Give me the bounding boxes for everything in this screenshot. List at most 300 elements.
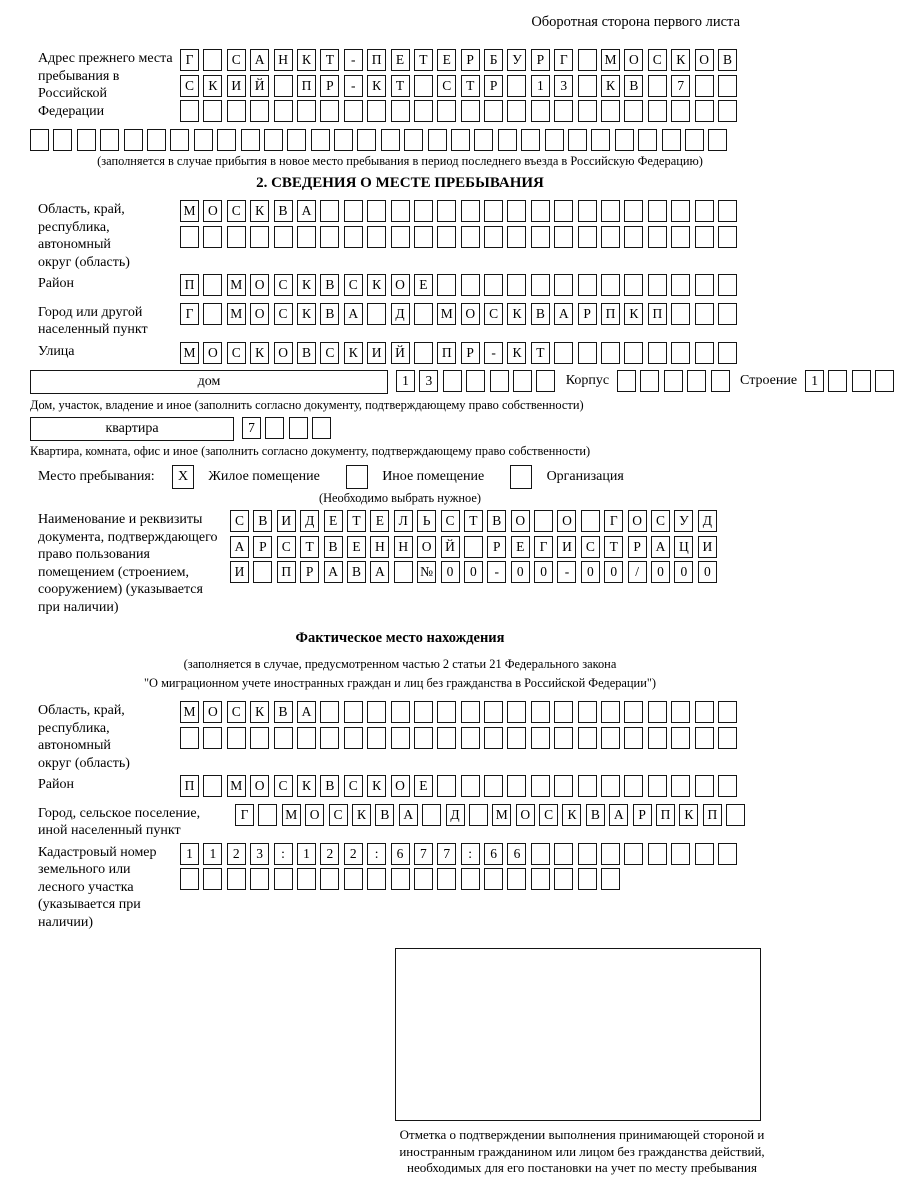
char-box[interactable] bbox=[624, 274, 643, 296]
char-box[interactable]: Е bbox=[414, 274, 433, 296]
char-box[interactable] bbox=[726, 804, 745, 826]
char-box[interactable]: С bbox=[581, 536, 600, 558]
char-box[interactable] bbox=[53, 129, 72, 151]
char-box[interactable] bbox=[264, 129, 283, 151]
char-box[interactable] bbox=[671, 100, 690, 122]
char-box[interactable] bbox=[578, 727, 597, 749]
char-box[interactable]: М bbox=[227, 303, 246, 325]
char-box[interactable]: К bbox=[507, 342, 526, 364]
char-box[interactable]: 0 bbox=[511, 561, 530, 583]
char-box[interactable]: П bbox=[648, 303, 667, 325]
char-box[interactable] bbox=[203, 727, 222, 749]
char-box[interactable] bbox=[344, 200, 363, 222]
char-box[interactable]: К bbox=[562, 804, 581, 826]
char-box[interactable] bbox=[147, 129, 166, 151]
char-box[interactable] bbox=[297, 868, 316, 890]
char-box[interactable] bbox=[203, 775, 222, 797]
char-box[interactable] bbox=[203, 49, 222, 71]
char-box[interactable]: 2 bbox=[320, 843, 339, 865]
char-box[interactable]: 0 bbox=[604, 561, 623, 583]
char-box[interactable]: М bbox=[282, 804, 301, 826]
char-box[interactable]: Й bbox=[391, 342, 410, 364]
char-box[interactable] bbox=[414, 342, 433, 364]
char-box[interactable]: Г bbox=[554, 49, 573, 71]
char-box[interactable]: А bbox=[554, 303, 573, 325]
char-box[interactable] bbox=[461, 226, 480, 248]
char-box[interactable] bbox=[498, 129, 517, 151]
char-box[interactable] bbox=[367, 226, 386, 248]
char-box[interactable] bbox=[624, 775, 643, 797]
char-box[interactable] bbox=[531, 868, 550, 890]
char-box[interactable]: О bbox=[250, 303, 269, 325]
char-box[interactable] bbox=[578, 274, 597, 296]
char-box[interactable]: О bbox=[695, 49, 714, 71]
char-box[interactable] bbox=[443, 370, 462, 392]
char-box[interactable]: И bbox=[277, 510, 296, 532]
char-box[interactable]: С bbox=[484, 303, 503, 325]
char-box[interactable] bbox=[274, 75, 293, 97]
char-box[interactable] bbox=[695, 274, 714, 296]
char-box[interactable] bbox=[484, 200, 503, 222]
char-box[interactable]: Н bbox=[370, 536, 389, 558]
char-box[interactable] bbox=[718, 200, 737, 222]
char-box[interactable]: Р bbox=[578, 303, 597, 325]
char-box[interactable]: О bbox=[624, 49, 643, 71]
char-box[interactable] bbox=[671, 303, 690, 325]
char-box[interactable]: В bbox=[320, 775, 339, 797]
char-box[interactable] bbox=[648, 775, 667, 797]
char-box[interactable] bbox=[414, 75, 433, 97]
char-box[interactable] bbox=[241, 129, 260, 151]
char-box[interactable]: М bbox=[180, 701, 199, 723]
char-box[interactable] bbox=[250, 868, 269, 890]
char-box[interactable] bbox=[554, 843, 573, 865]
char-box[interactable]: С bbox=[648, 49, 667, 71]
char-box[interactable] bbox=[461, 868, 480, 890]
char-box[interactable] bbox=[227, 100, 246, 122]
char-box[interactable]: В bbox=[320, 274, 339, 296]
char-box[interactable] bbox=[507, 727, 526, 749]
char-box[interactable] bbox=[531, 843, 550, 865]
char-box[interactable]: К bbox=[297, 303, 316, 325]
char-box[interactable] bbox=[391, 727, 410, 749]
char-box[interactable] bbox=[648, 274, 667, 296]
char-box[interactable] bbox=[695, 775, 714, 797]
char-box[interactable]: С bbox=[227, 49, 246, 71]
char-box[interactable] bbox=[274, 226, 293, 248]
char-box[interactable]: О bbox=[250, 274, 269, 296]
char-box[interactable] bbox=[437, 701, 456, 723]
char-box[interactable] bbox=[648, 342, 667, 364]
char-box[interactable]: П bbox=[601, 303, 620, 325]
char-box[interactable] bbox=[507, 274, 526, 296]
char-box[interactable] bbox=[180, 727, 199, 749]
char-box[interactable] bbox=[320, 100, 339, 122]
char-box[interactable]: 6 bbox=[507, 843, 526, 865]
char-box[interactable]: 0 bbox=[464, 561, 483, 583]
char-box[interactable]: Р bbox=[531, 49, 550, 71]
char-box[interactable] bbox=[578, 868, 597, 890]
char-box[interactable]: С bbox=[344, 274, 363, 296]
char-box[interactable]: М bbox=[437, 303, 456, 325]
char-box[interactable]: - bbox=[484, 342, 503, 364]
char-box[interactable]: Г bbox=[604, 510, 623, 532]
char-box[interactable] bbox=[601, 727, 620, 749]
char-box[interactable]: В bbox=[274, 701, 293, 723]
char-box[interactable] bbox=[320, 226, 339, 248]
char-box[interactable] bbox=[578, 49, 597, 71]
char-box[interactable] bbox=[624, 701, 643, 723]
char-box[interactable] bbox=[578, 843, 597, 865]
char-box[interactable] bbox=[404, 129, 423, 151]
char-box[interactable]: Г bbox=[180, 303, 199, 325]
char-box[interactable] bbox=[297, 100, 316, 122]
char-box[interactable] bbox=[437, 226, 456, 248]
char-box[interactable]: М bbox=[180, 342, 199, 364]
char-box[interactable]: О bbox=[250, 775, 269, 797]
char-box[interactable] bbox=[194, 129, 213, 151]
char-box[interactable] bbox=[554, 342, 573, 364]
char-box[interactable]: К bbox=[601, 75, 620, 97]
char-box[interactable]: В bbox=[324, 536, 343, 558]
char-box[interactable]: Е bbox=[391, 49, 410, 71]
char-box[interactable]: А bbox=[344, 303, 363, 325]
char-box[interactable]: Т bbox=[347, 510, 366, 532]
char-box[interactable]: О bbox=[511, 510, 530, 532]
char-box[interactable]: Р bbox=[320, 75, 339, 97]
char-box[interactable] bbox=[507, 75, 526, 97]
char-box[interactable] bbox=[394, 561, 413, 583]
char-box[interactable] bbox=[507, 200, 526, 222]
char-box[interactable]: А bbox=[297, 200, 316, 222]
char-box[interactable]: У bbox=[507, 49, 526, 71]
char-box[interactable]: А bbox=[370, 561, 389, 583]
char-box[interactable] bbox=[568, 129, 587, 151]
char-box[interactable] bbox=[180, 226, 199, 248]
char-box[interactable]: К bbox=[297, 49, 316, 71]
char-box[interactable] bbox=[601, 226, 620, 248]
char-box[interactable] bbox=[695, 200, 714, 222]
char-box[interactable]: Е bbox=[324, 510, 343, 532]
char-box[interactable] bbox=[344, 701, 363, 723]
char-box[interactable]: 6 bbox=[391, 843, 410, 865]
char-box[interactable]: К bbox=[507, 303, 526, 325]
char-box[interactable] bbox=[227, 727, 246, 749]
char-box[interactable]: О bbox=[461, 303, 480, 325]
char-box[interactable]: Р bbox=[253, 536, 272, 558]
char-box[interactable]: Т bbox=[414, 49, 433, 71]
char-box[interactable] bbox=[828, 370, 847, 392]
char-box[interactable]: С bbox=[180, 75, 199, 97]
char-box[interactable]: 2 bbox=[344, 843, 363, 865]
char-box[interactable]: С bbox=[274, 775, 293, 797]
char-box[interactable]: - bbox=[344, 49, 363, 71]
char-box[interactable] bbox=[624, 843, 643, 865]
char-box[interactable] bbox=[507, 701, 526, 723]
char-box[interactable]: X bbox=[172, 465, 194, 489]
char-box[interactable]: К bbox=[203, 75, 222, 97]
char-box[interactable]: С bbox=[344, 775, 363, 797]
char-box[interactable]: О bbox=[391, 274, 410, 296]
char-box[interactable]: К bbox=[671, 49, 690, 71]
char-box[interactable] bbox=[718, 274, 737, 296]
char-box[interactable] bbox=[648, 75, 667, 97]
char-box[interactable]: М bbox=[227, 775, 246, 797]
char-box[interactable] bbox=[695, 727, 714, 749]
char-box[interactable]: Р bbox=[633, 804, 652, 826]
char-box[interactable] bbox=[624, 200, 643, 222]
char-box[interactable]: К bbox=[297, 274, 316, 296]
char-box[interactable] bbox=[484, 701, 503, 723]
char-box[interactable] bbox=[428, 129, 447, 151]
char-box[interactable]: О bbox=[516, 804, 535, 826]
char-box[interactable] bbox=[648, 727, 667, 749]
char-box[interactable]: А bbox=[297, 701, 316, 723]
char-box[interactable] bbox=[875, 370, 894, 392]
char-box[interactable] bbox=[344, 868, 363, 890]
char-box[interactable] bbox=[708, 129, 727, 151]
char-box[interactable]: С bbox=[227, 701, 246, 723]
char-box[interactable] bbox=[671, 342, 690, 364]
char-box[interactable] bbox=[320, 868, 339, 890]
char-box[interactable] bbox=[367, 303, 386, 325]
char-box[interactable] bbox=[381, 129, 400, 151]
char-box[interactable]: О bbox=[557, 510, 576, 532]
char-box[interactable] bbox=[601, 868, 620, 890]
char-box[interactable]: Г bbox=[235, 804, 254, 826]
char-box[interactable] bbox=[624, 342, 643, 364]
char-box[interactable]: В bbox=[487, 510, 506, 532]
char-box[interactable]: П bbox=[703, 804, 722, 826]
char-box[interactable]: Е bbox=[414, 775, 433, 797]
char-box[interactable]: К bbox=[297, 775, 316, 797]
char-box[interactable] bbox=[554, 226, 573, 248]
char-box[interactable] bbox=[414, 226, 433, 248]
char-box[interactable] bbox=[640, 370, 659, 392]
char-box[interactable] bbox=[469, 804, 488, 826]
char-box[interactable] bbox=[507, 775, 526, 797]
char-box[interactable] bbox=[227, 868, 246, 890]
char-box[interactable] bbox=[391, 100, 410, 122]
char-box[interactable] bbox=[531, 701, 550, 723]
char-box[interactable]: П bbox=[180, 775, 199, 797]
char-box[interactable] bbox=[265, 417, 284, 439]
char-box[interactable] bbox=[274, 727, 293, 749]
char-box[interactable]: 1 bbox=[203, 843, 222, 865]
char-box[interactable]: Д bbox=[446, 804, 465, 826]
char-box[interactable] bbox=[624, 100, 643, 122]
char-box[interactable] bbox=[624, 226, 643, 248]
char-box[interactable]: М bbox=[492, 804, 511, 826]
kvartira-label-box[interactable] bbox=[30, 417, 234, 441]
char-box[interactable] bbox=[414, 868, 433, 890]
char-box[interactable]: Е bbox=[370, 510, 389, 532]
char-box[interactable]: Т bbox=[300, 536, 319, 558]
char-box[interactable] bbox=[274, 100, 293, 122]
char-box[interactable]: Г bbox=[534, 536, 553, 558]
char-box[interactable] bbox=[554, 200, 573, 222]
char-box[interactable]: Ь bbox=[417, 510, 436, 532]
char-box[interactable] bbox=[250, 100, 269, 122]
char-box[interactable] bbox=[464, 536, 483, 558]
char-box[interactable]: Т bbox=[320, 49, 339, 71]
char-box[interactable] bbox=[536, 370, 555, 392]
char-box[interactable] bbox=[852, 370, 871, 392]
char-box[interactable] bbox=[180, 868, 199, 890]
char-box[interactable] bbox=[531, 727, 550, 749]
char-box[interactable] bbox=[170, 129, 189, 151]
char-box[interactable]: К bbox=[250, 200, 269, 222]
char-box[interactable] bbox=[662, 129, 681, 151]
char-box[interactable] bbox=[671, 274, 690, 296]
char-box[interactable]: Р bbox=[628, 536, 647, 558]
char-box[interactable] bbox=[227, 226, 246, 248]
char-box[interactable] bbox=[554, 100, 573, 122]
char-box[interactable]: - bbox=[557, 561, 576, 583]
char-box[interactable]: С bbox=[227, 200, 246, 222]
char-box[interactable]: С bbox=[274, 274, 293, 296]
char-box[interactable] bbox=[554, 727, 573, 749]
char-box[interactable]: Т bbox=[531, 342, 550, 364]
char-box[interactable] bbox=[664, 370, 683, 392]
char-box[interactable]: 3 bbox=[554, 75, 573, 97]
char-box[interactable]: И bbox=[230, 561, 249, 583]
char-box[interactable] bbox=[320, 200, 339, 222]
char-box[interactable]: Л bbox=[394, 510, 413, 532]
char-box[interactable] bbox=[638, 129, 657, 151]
char-box[interactable]: Т bbox=[464, 510, 483, 532]
char-box[interactable] bbox=[578, 100, 597, 122]
char-box[interactable] bbox=[346, 465, 368, 489]
char-box[interactable]: 1 bbox=[297, 843, 316, 865]
char-box[interactable] bbox=[507, 100, 526, 122]
char-box[interactable] bbox=[474, 129, 493, 151]
char-box[interactable] bbox=[545, 129, 564, 151]
char-box[interactable] bbox=[367, 200, 386, 222]
char-box[interactable]: Й bbox=[441, 536, 460, 558]
char-box[interactable] bbox=[718, 75, 737, 97]
char-box[interactable]: В bbox=[347, 561, 366, 583]
char-box[interactable] bbox=[414, 727, 433, 749]
char-box[interactable] bbox=[320, 727, 339, 749]
char-box[interactable]: С bbox=[227, 342, 246, 364]
char-box[interactable]: В bbox=[253, 510, 272, 532]
char-box[interactable] bbox=[671, 775, 690, 797]
char-box[interactable]: О bbox=[203, 701, 222, 723]
char-box[interactable] bbox=[554, 868, 573, 890]
char-box[interactable] bbox=[414, 701, 433, 723]
char-box[interactable] bbox=[578, 701, 597, 723]
char-box[interactable]: 0 bbox=[698, 561, 717, 583]
char-box[interactable] bbox=[671, 843, 690, 865]
char-box[interactable] bbox=[414, 100, 433, 122]
char-box[interactable]: К bbox=[367, 274, 386, 296]
char-box[interactable]: Е bbox=[511, 536, 530, 558]
char-box[interactable]: Е bbox=[347, 536, 366, 558]
char-box[interactable]: К bbox=[679, 804, 698, 826]
char-box[interactable]: С bbox=[329, 804, 348, 826]
char-box[interactable]: С bbox=[651, 510, 670, 532]
char-box[interactable] bbox=[601, 701, 620, 723]
char-box[interactable]: 2 bbox=[227, 843, 246, 865]
char-box[interactable] bbox=[274, 868, 293, 890]
char-box[interactable] bbox=[695, 342, 714, 364]
char-box[interactable]: К bbox=[344, 342, 363, 364]
char-box[interactable] bbox=[648, 843, 667, 865]
checkbox-organizatsiya[interactable] bbox=[510, 465, 536, 489]
char-box[interactable]: : bbox=[367, 843, 386, 865]
char-box[interactable] bbox=[711, 370, 730, 392]
char-box[interactable] bbox=[391, 226, 410, 248]
char-box[interactable] bbox=[461, 701, 480, 723]
char-box[interactable] bbox=[510, 465, 532, 489]
char-box[interactable] bbox=[250, 727, 269, 749]
char-box[interactable]: Т bbox=[391, 75, 410, 97]
char-box[interactable]: П bbox=[656, 804, 675, 826]
char-box[interactable]: - bbox=[487, 561, 506, 583]
char-box[interactable] bbox=[531, 226, 550, 248]
char-box[interactable]: С bbox=[437, 75, 456, 97]
char-box[interactable] bbox=[617, 370, 636, 392]
char-box[interactable] bbox=[461, 775, 480, 797]
char-box[interactable] bbox=[451, 129, 470, 151]
char-box[interactable] bbox=[297, 226, 316, 248]
char-box[interactable] bbox=[718, 843, 737, 865]
char-box[interactable] bbox=[437, 727, 456, 749]
char-box[interactable]: 1 bbox=[180, 843, 199, 865]
char-box[interactable] bbox=[718, 701, 737, 723]
char-box[interactable] bbox=[671, 226, 690, 248]
char-box[interactable] bbox=[437, 200, 456, 222]
char-box[interactable] bbox=[484, 274, 503, 296]
char-box[interactable]: О bbox=[417, 536, 436, 558]
char-box[interactable]: 7 bbox=[414, 843, 433, 865]
char-box[interactable] bbox=[521, 129, 540, 151]
char-box[interactable] bbox=[554, 775, 573, 797]
char-box[interactable]: Т bbox=[604, 536, 623, 558]
char-box[interactable] bbox=[554, 274, 573, 296]
char-box[interactable] bbox=[718, 775, 737, 797]
char-box[interactable] bbox=[484, 226, 503, 248]
char-box[interactable] bbox=[490, 370, 509, 392]
char-box[interactable] bbox=[437, 274, 456, 296]
char-box[interactable]: Д bbox=[391, 303, 410, 325]
char-box[interactable]: Р bbox=[300, 561, 319, 583]
char-box[interactable]: Р bbox=[461, 49, 480, 71]
char-box[interactable] bbox=[591, 129, 610, 151]
char-box[interactable]: А bbox=[250, 49, 269, 71]
char-box[interactable]: 1 bbox=[805, 370, 824, 392]
char-box[interactable] bbox=[180, 100, 199, 122]
char-box[interactable]: М bbox=[227, 274, 246, 296]
char-box[interactable] bbox=[648, 200, 667, 222]
char-box[interactable] bbox=[718, 342, 737, 364]
char-box[interactable]: 0 bbox=[534, 561, 553, 583]
char-box[interactable] bbox=[718, 303, 737, 325]
char-box[interactable]: : bbox=[274, 843, 293, 865]
char-box[interactable] bbox=[437, 868, 456, 890]
char-box[interactable]: / bbox=[628, 561, 647, 583]
char-box[interactable]: 0 bbox=[581, 561, 600, 583]
char-box[interactable] bbox=[312, 417, 331, 439]
char-box[interactable] bbox=[685, 129, 704, 151]
char-box[interactable]: С bbox=[230, 510, 249, 532]
char-box[interactable] bbox=[718, 100, 737, 122]
char-box[interactable] bbox=[311, 129, 330, 151]
dom-label-box[interactable] bbox=[30, 370, 388, 394]
char-box[interactable] bbox=[695, 843, 714, 865]
char-box[interactable] bbox=[578, 342, 597, 364]
